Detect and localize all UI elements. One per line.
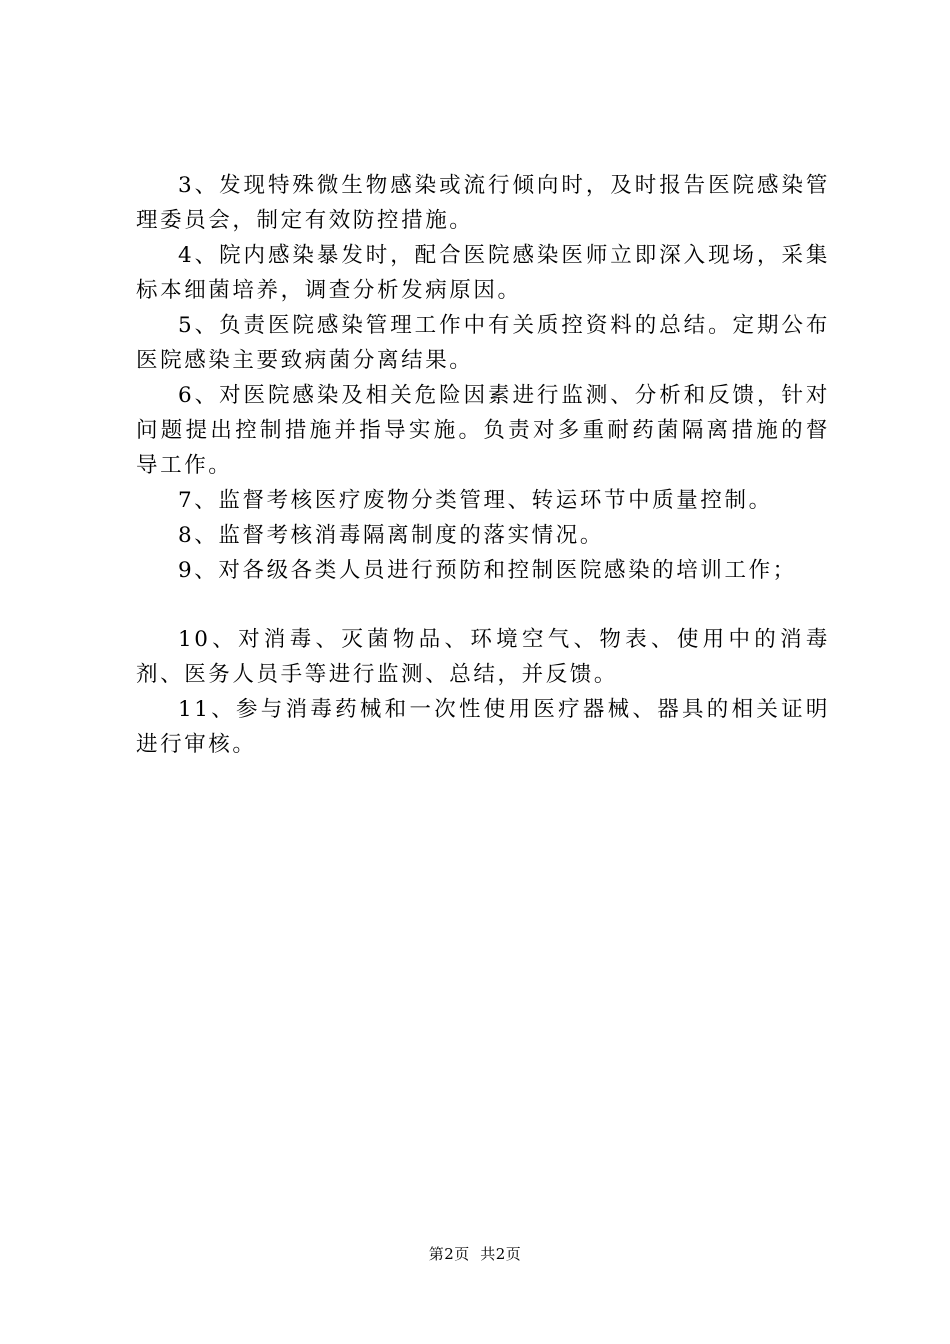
paragraph-10: 10、对消毒、灭菌物品、环境空气、物表、使用中的消毒剂、医务人员手等进行监测、总结，并反馈。 bbox=[136, 627, 830, 687]
paragraph-3: 3、发现特殊微生物感染或流行倾向时，及时报告医院感染管理委员会，制定有效防控措施。 bbox=[136, 173, 830, 233]
paragraph-9: 9、对各级各类人员进行预防和控制医院感染的培训工作； bbox=[178, 558, 797, 583]
paragraph-7: 7、监督考核医疗废物分类管理、转运环节中质量控制。 bbox=[178, 488, 773, 513]
paragraph-8: 8、监督考核消毒隔离制度的落实情况。 bbox=[178, 523, 604, 548]
document-body bbox=[136, 168, 830, 762]
paragraph-4: 4、院内感染暴发时，配合医院感染医师立即深入现场，采集标本细菌培养，调查分析发病原因。 bbox=[136, 243, 830, 303]
paragraph-6: 6、对医院感染及相关危险因素进行监测、分析和反馈，针对问题提出控制措施并指导实施。负责对多重耐药菌隔离措施的督导工作。 bbox=[136, 383, 830, 478]
paragraph-11: 11、参与消毒药械和一次性使用医疗器械、器具的相关证明进行审核。 bbox=[136, 697, 830, 757]
paragraph-5: 5、负责医院感染管理工作中有关质控资料的总结。定期公布医院感染主要致病菌分离结果。 bbox=[136, 313, 830, 373]
page-number-label: 第2页 共2页 bbox=[428, 1245, 522, 1263]
page-footer bbox=[0, 1244, 950, 1264]
